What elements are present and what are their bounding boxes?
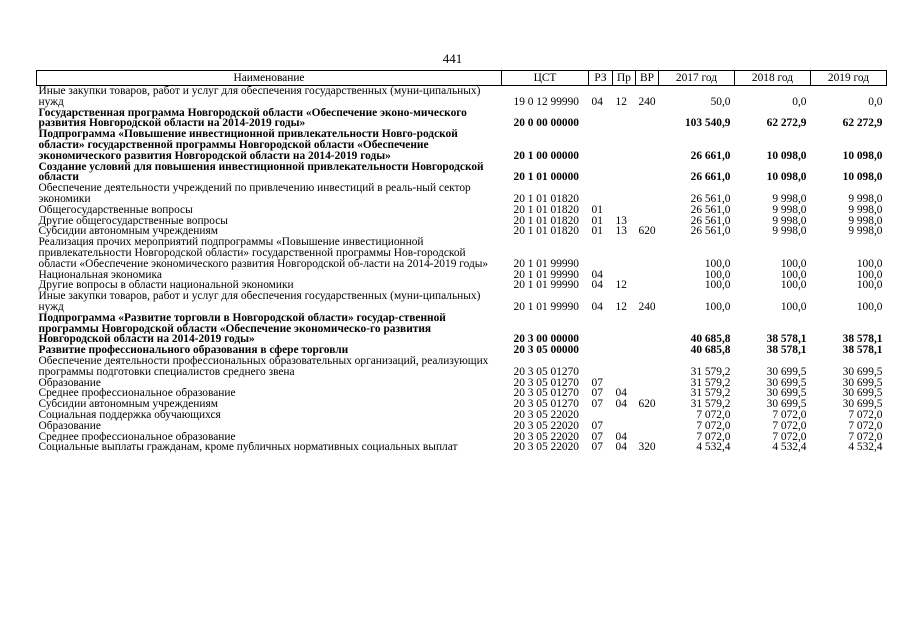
cell-pr [613, 421, 636, 432]
table-header-row [37, 71, 887, 86]
cell-pr [613, 378, 636, 389]
cell-vr [636, 388, 659, 399]
table-row [37, 280, 887, 291]
cell-name: Развитие профессионального образования в сфере торговли [38, 345, 349, 356]
cell-cst: 19 0 12 99990 [513, 95, 579, 108]
cell-rz: 01 [591, 204, 603, 216]
cell-cst: 20 1 00 00000 [513, 149, 579, 162]
cell-cst: 20 1 01 99990 [513, 269, 579, 281]
cell-2018: 30 699,5 [766, 377, 807, 389]
header-rz: РЗ [589, 71, 613, 86]
cell-2018: 100,0 [780, 300, 807, 313]
table-row [37, 216, 887, 227]
cell-2018: 0,0 [792, 95, 807, 108]
cell-vr [636, 183, 659, 205]
cell-rz: 04 [591, 300, 603, 313]
cell-name: Иные закупки товаров, работ и услуг для обеспечения государственных (муни-ципальных) нужд [38, 291, 481, 313]
cell-rz [589, 356, 613, 378]
cell-pr [613, 108, 636, 130]
cell-2018: 9 998,0 [772, 226, 807, 238]
table-row [37, 432, 887, 443]
cell-rz: 07 [591, 399, 603, 410]
table-row [37, 345, 887, 356]
cell-cst: 20 1 01 99990 [513, 257, 579, 270]
cell-2019: 100,0 [856, 300, 883, 313]
cell-vr: 320 [638, 442, 656, 454]
cell-name: Другие общегосударственные вопросы [38, 215, 228, 227]
cell-pr: 04 [615, 399, 627, 410]
table-row [37, 421, 887, 432]
cell-2019: 7 072,0 [848, 420, 883, 432]
cell-2017: 31 579,2 [690, 399, 731, 410]
cell-2018: 10 098,0 [766, 171, 807, 184]
cell-name: Социальная поддержка обучающихся [38, 409, 221, 421]
header-2018: 2018 год [735, 71, 811, 86]
cell-2018: 9 998,0 [772, 192, 807, 205]
cell-pr [613, 162, 636, 184]
header-2017: 2017 год [659, 71, 735, 86]
cell-cst: 20 3 05 22020 [513, 442, 579, 454]
cell-name: Образование [38, 420, 101, 432]
cell-2019: 100,0 [856, 280, 883, 292]
cell-vr [636, 270, 659, 281]
header-vr: ВР [636, 71, 659, 86]
cell-2019: 30 699,5 [842, 365, 883, 378]
cell-2019: 10 098,0 [842, 171, 883, 184]
cell-pr [613, 237, 636, 269]
cell-name: Подпрограмма «Повышение инвестиционной привлекательности Новго-родской области» государственной программы Новгородской области «Обеспечение экономического развития Новгородской области на 2014-2019 годы» [38, 129, 458, 162]
cell-2019: 30 699,5 [842, 377, 883, 389]
cell-rz [589, 345, 613, 356]
cell-cst: 20 3 05 01270 [513, 399, 579, 410]
cell-name: Социальные выплаты гражданам, кроме публичных нормативных социальных выплат [38, 442, 458, 454]
header-2019: 2019 год [811, 71, 887, 86]
cell-name: Подпрограмма «Развитие торговли в Новгородской области» государ-ственной программы Новгородской области «Обеспечение экономическо-го развития Новгородской области на 2014-2019 годы» [38, 312, 446, 346]
cell-2019: 30 699,5 [842, 399, 883, 410]
table-row [37, 410, 887, 421]
cell-vr: 620 [638, 226, 656, 238]
cell-vr [636, 345, 659, 356]
cell-2019: 30 699,5 [842, 388, 883, 400]
cell-name: Субсидии автономным учреждениям [38, 226, 218, 238]
cell-pr: 12 [615, 95, 627, 108]
cell-cst: 20 1 01 00000 [513, 171, 579, 184]
cell-2017: 7 072,0 [696, 431, 731, 443]
cell-2017: 31 579,2 [690, 388, 731, 400]
table-row [37, 183, 887, 205]
cell-cst: 20 3 05 00000 [513, 345, 579, 356]
cell-pr [613, 410, 636, 421]
cell-name: Реализация прочих мероприятий подпрограммы «Повышение инвестиционной привлекательности Новгородской области» государственной программы Нов-городской области «Обеспечение экономического развития Новгородской об-ласти на 2014-2019 годы» [38, 237, 489, 270]
cell-2018: 100,0 [780, 280, 807, 292]
cell-pr: 04 [615, 388, 627, 400]
cell-name: Образование [38, 377, 101, 389]
cell-vr: 240 [638, 300, 656, 313]
cell-rz: 07 [591, 420, 603, 432]
cell-name: Другие вопросы в области национальной экономики [38, 280, 294, 292]
cell-2019: 38 578,1 [842, 333, 883, 346]
cell-pr: 13 [615, 226, 627, 238]
cell-cst: 20 1 01 01820 [513, 226, 579, 238]
cell-pr: 04 [615, 442, 627, 454]
cell-2018: 62 272,9 [766, 117, 807, 130]
cell-cst: 20 3 05 01270 [513, 388, 579, 400]
cell-cst: 20 1 01 01820 [513, 215, 579, 227]
table-row [37, 162, 887, 184]
cell-2017: 50,0 [710, 95, 731, 108]
cell-vr [636, 378, 659, 389]
cell-2019: 7 072,0 [848, 409, 883, 421]
cell-2019: 9 998,0 [848, 192, 883, 205]
table-body [37, 86, 887, 454]
budget-table [36, 70, 887, 453]
cell-2018: 38 578,1 [766, 333, 807, 346]
cell-vr [636, 129, 659, 161]
cell-pr: 12 [615, 280, 627, 292]
cell-2018: 4 532,4 [772, 442, 807, 454]
cell-2018: 30 699,5 [766, 388, 807, 400]
cell-2018: 7 072,0 [772, 409, 807, 421]
cell-vr [636, 205, 659, 216]
cell-rz [589, 410, 613, 421]
cell-cst: 20 3 05 22020 [513, 409, 579, 421]
table-row [37, 399, 887, 410]
cell-name: Общегосударственные вопросы [38, 204, 193, 216]
cell-rz [589, 237, 613, 269]
table-row [37, 108, 887, 130]
cell-vr: 620 [638, 399, 656, 410]
cell-cst: 20 3 05 22020 [513, 420, 579, 432]
cell-2017: 7 072,0 [696, 420, 731, 432]
page-number: 441 [442, 51, 463, 66]
cell-rz: 01 [591, 215, 603, 227]
cell-vr [636, 216, 659, 227]
cell-2019: 100,0 [856, 269, 883, 281]
cell-cst: 20 1 01 01820 [513, 192, 579, 205]
cell-2018: 7 072,0 [772, 431, 807, 443]
cell-rz [589, 162, 613, 184]
cell-2017: 26 661,0 [690, 149, 731, 162]
cell-2017: 26 561,0 [690, 204, 731, 216]
cell-vr [636, 237, 659, 269]
cell-rz [589, 108, 613, 130]
table-row [37, 237, 887, 269]
header-name: Наименование [37, 71, 502, 86]
table-row [37, 378, 887, 389]
cell-2017: 40 685,8 [690, 333, 731, 346]
cell-2018: 30 699,5 [766, 365, 807, 378]
cell-rz: 04 [591, 280, 603, 292]
cell-rz: 07 [591, 388, 603, 400]
cell-2017: 7 072,0 [696, 409, 731, 421]
cell-vr [636, 410, 659, 421]
cell-name: Обеспечение деятельности учреждений по привлечению инвестиций в реаль-ный сектор экономики [38, 183, 471, 205]
cell-vr [636, 421, 659, 432]
table-row [37, 356, 887, 378]
cell-2019: 100,0 [856, 257, 883, 270]
cell-cst: 20 3 00 00000 [513, 333, 579, 346]
cell-2017: 100,0 [704, 300, 731, 313]
cell-rz [589, 183, 613, 205]
cell-2017: 103 540,9 [684, 117, 731, 130]
cell-vr: 240 [638, 95, 656, 108]
cell-name: Национальная экономика [38, 269, 162, 281]
cell-2018: 7 072,0 [772, 420, 807, 432]
cell-pr [613, 205, 636, 216]
cell-2019: 9 998,0 [848, 226, 883, 238]
table-row [37, 226, 887, 237]
table-row [37, 291, 887, 313]
cell-rz: 07 [591, 377, 603, 389]
table-row [37, 270, 887, 281]
cell-rz: 07 [591, 431, 603, 443]
cell-2019: 38 578,1 [842, 345, 883, 356]
cell-2018: 10 098,0 [766, 149, 807, 162]
cell-2017: 31 579,2 [690, 377, 731, 389]
cell-cst: 20 3 05 01270 [513, 365, 579, 378]
cell-rz: 04 [591, 95, 603, 108]
cell-2017: 26 661,0 [690, 171, 731, 184]
cell-2019: 10 098,0 [842, 149, 883, 162]
cell-rz: 07 [591, 442, 603, 454]
table-row [37, 388, 887, 399]
table-row [37, 129, 887, 161]
cell-rz: 04 [591, 269, 603, 281]
table-row [37, 313, 887, 345]
cell-name: Среднее профессиональное образование [38, 388, 236, 400]
cell-2017: 26 561,0 [690, 215, 731, 227]
cell-vr [636, 432, 659, 443]
cell-name: Государственная программа Новгородской области «Обеспечение эконо-мического развития Новгородской области на 2014-2019 годы» [38, 107, 467, 130]
header-cst: ЦСТ [502, 71, 589, 86]
cell-2018: 100,0 [780, 257, 807, 270]
cell-pr [613, 345, 636, 356]
cell-vr [636, 356, 659, 378]
cell-2017: 26 561,0 [690, 192, 731, 205]
cell-cst: 20 1 01 01820 [513, 204, 579, 216]
cell-2018: 9 998,0 [772, 204, 807, 216]
cell-pr [613, 183, 636, 205]
cell-2019: 9 998,0 [848, 215, 883, 227]
cell-2017: 100,0 [704, 280, 731, 292]
cell-2017: 26 561,0 [690, 226, 731, 238]
cell-2018: 100,0 [780, 269, 807, 281]
cell-name: Среднее профессиональное образование [38, 431, 236, 443]
cell-2018: 9 998,0 [772, 215, 807, 227]
table-row [37, 442, 887, 453]
table-row [37, 205, 887, 216]
cell-pr: 13 [615, 215, 627, 227]
cell-cst: 20 3 05 22020 [513, 431, 579, 443]
cell-2017: 100,0 [704, 257, 731, 270]
cell-2019: 7 072,0 [848, 431, 883, 443]
cell-2019: 9 998,0 [848, 204, 883, 216]
cell-2019: 0,0 [868, 95, 883, 108]
cell-name: Субсидии автономным учреждениям [38, 399, 218, 410]
cell-2017: 4 532,4 [696, 442, 731, 454]
cell-pr: 12 [615, 300, 627, 313]
cell-2017: 31 579,2 [690, 365, 731, 378]
cell-name: Иные закупки товаров, работ и услуг для обеспечения государственных (муни-ципальных) нужд [38, 85, 481, 108]
table-row [37, 86, 887, 108]
cell-rz [589, 313, 613, 345]
cell-2018: 30 699,5 [766, 399, 807, 410]
cell-pr [613, 313, 636, 345]
cell-vr [636, 313, 659, 345]
cell-vr [636, 108, 659, 130]
cell-2018: 38 578,1 [766, 345, 807, 356]
cell-cst: 20 1 01 99990 [513, 300, 579, 313]
cell-rz [589, 129, 613, 161]
cell-pr [613, 270, 636, 281]
cell-pr: 04 [615, 431, 627, 443]
cell-cst: 20 3 05 01270 [513, 377, 579, 389]
cell-vr [636, 162, 659, 184]
cell-pr [613, 129, 636, 161]
cell-rz: 01 [591, 226, 603, 238]
cell-2019: 4 532,4 [848, 442, 883, 454]
cell-2017: 40 685,8 [690, 345, 731, 356]
cell-2019: 62 272,9 [842, 117, 883, 130]
cell-vr [636, 280, 659, 291]
cell-cst: 20 0 00 00000 [513, 117, 579, 130]
cell-2017: 100,0 [704, 269, 731, 281]
cell-name: Обеспечение деятельности профессиональных образовательных организаций, реализующих программы подготовки специалистов среднего звена [38, 355, 489, 378]
header-pr: Пр [613, 71, 636, 86]
cell-pr [613, 356, 636, 378]
cell-cst: 20 1 01 99990 [513, 280, 579, 292]
cell-name: Создание условий для повышения инвестиционной привлекательности Новгородской области [38, 161, 484, 184]
